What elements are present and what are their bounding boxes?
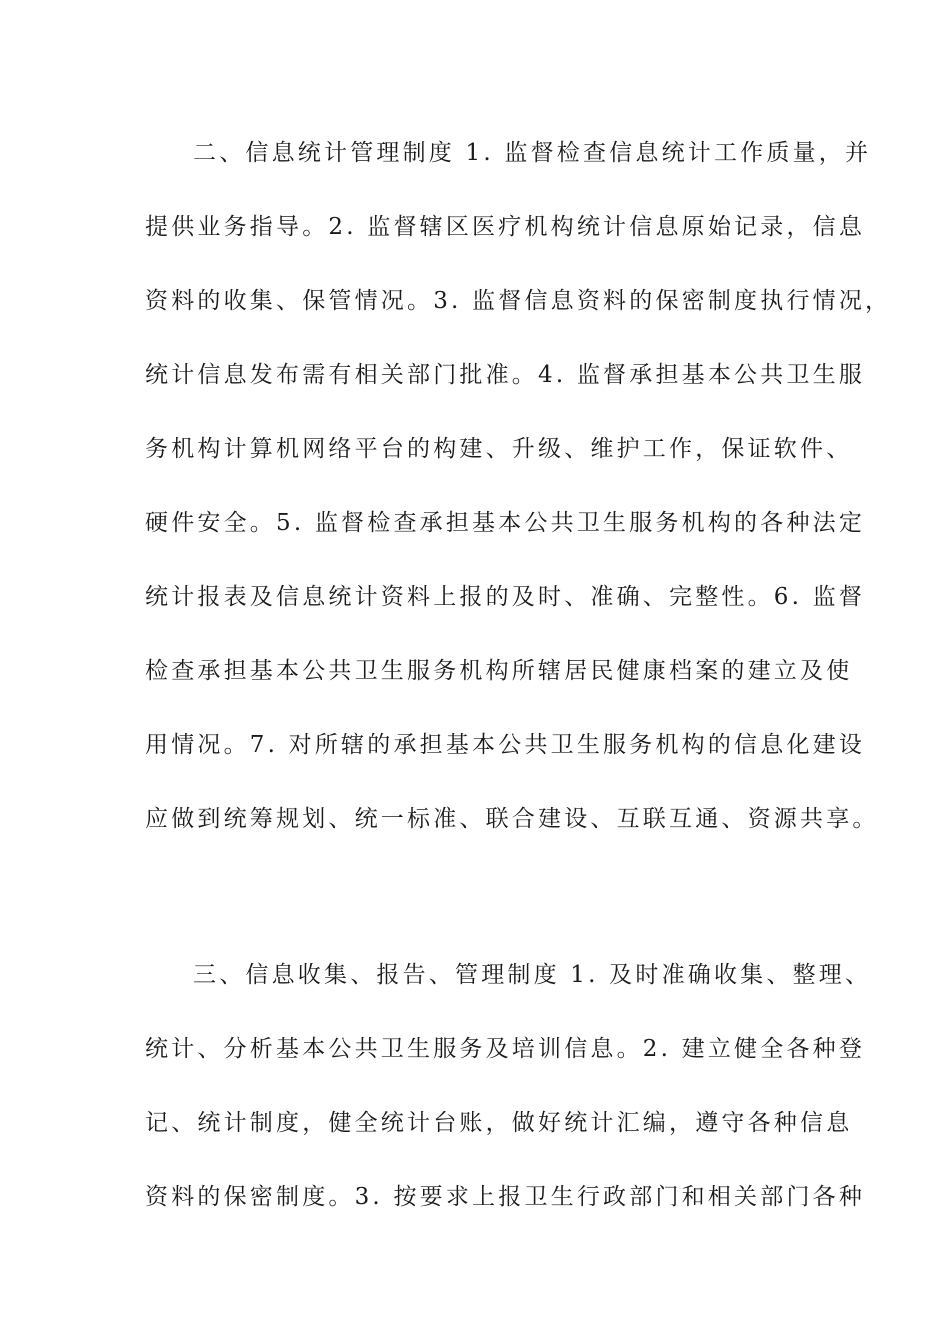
section-2-line: 二、信息统计管理制度 1. 监督检查信息统计工作质量，并	[193, 140, 872, 166]
section-2-line: 统计信息发布需有相关部门批准。4. 监督承担基本公共卫生服	[145, 362, 866, 388]
section-3-line: 记、统计制度，健全统计台账，做好统计汇编，遵守各种信息	[145, 1110, 853, 1136]
section-2-line: 用情况。7. 对所辖的承担基本公共卫生服务机构的信息化建设	[145, 732, 866, 758]
section-3-line: 三、信息收集、报告、管理制度 1. 及时准确收集、整理、	[193, 962, 872, 988]
section-2-line: 检查承担基本公共卫生服务机构所辖居民健康档案的建立及使	[145, 658, 853, 684]
section-2-line: 应做到统筹规划、统一标准、联合建设、互联互通、资源共享。	[145, 806, 879, 832]
section-2-line: 硬件安全。5. 监督检查承担基本公共卫生服务机构的各种法定	[145, 510, 866, 536]
section-2-line: 资料的收集、保管情况。3. 监督信息资料的保密制度执行情况，	[145, 288, 892, 314]
section-3-line: 统计、分析基本公共卫生服务及培训信息。2. 建立健全各种登	[145, 1036, 866, 1062]
section-2-line: 务机构计算机网络平台的构建、升级、维护工作，保证软件、	[145, 436, 853, 462]
section-3-line: 资料的保密制度。3. 按要求上报卫生行政部门和相关部门各种	[145, 1184, 866, 1210]
section-2-line: 统计报表及信息统计资料上报的及时、准确、完整性。6. 监督	[145, 584, 866, 610]
section-2-line: 提供业务指导。2. 监督辖区医疗机构统计信息原始记录，信息	[145, 214, 866, 240]
